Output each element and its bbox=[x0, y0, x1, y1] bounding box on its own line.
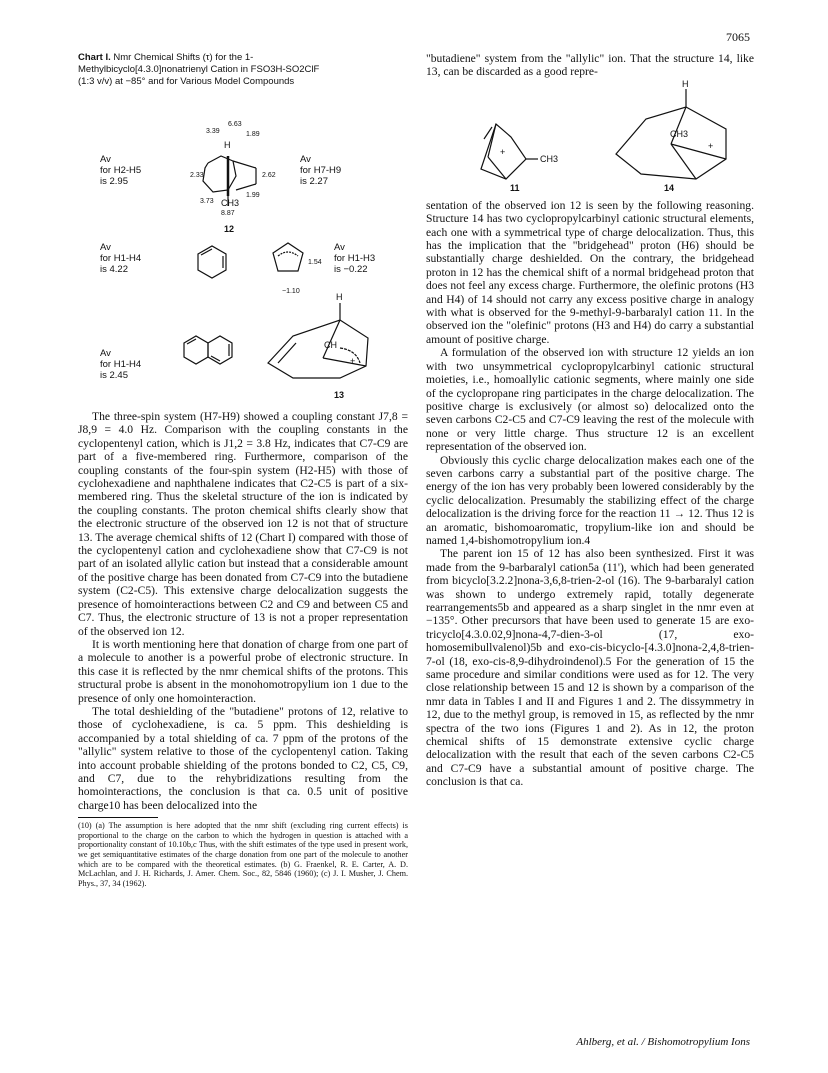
left-column bbox=[78, 52, 408, 888]
paragraph: The total deshielding of the "butadiene" protons of 12, relative to those of cyclohexadiene, is ca. 5 ppm. This deshielding is accompanied by a total shielding of ca. 7 ppm of the protons of the "allylic" system relative to those of the cyclopentenyl cation. Taking into account probable shielding of the protons bonded to C2, C5, C9, and C7, due to the rehybridizations resulting from the homointeractions, the conclusion is that ca. 0.5 unit of positive charge10 has been delocalized into the bbox=[78, 704, 408, 812]
chart-caption bbox=[78, 52, 328, 88]
methyl-label: CH3 bbox=[540, 153, 559, 164]
paragraph: sentation of the observed ion 12 is seen by the following reasoning. Structure 14 has two cyclopropylcarbinyl cationic structural elements, each one with a symmetrical type of charge delocalization. Thus, this has the implication that the "bridgehead" proton (H6) should be substantially charge deshielded. On the contrary, the bridgehead proton in 12 has the chemical shift of a normal bridgehead proton that does not feel any excess charge. Furthermore, the olefinic protons (H3 and H4) of 14 should not carry any excess positive charge in analogy with what is observed for the 9-methyl-9-barbaralyl cation 11. In the observed ion the "olefinic" protons (H3 and H4) do carry a substantial amount of positive charge. bbox=[426, 198, 754, 346]
structures-11-14 bbox=[426, 79, 754, 197]
shift-label: 6.63 bbox=[228, 121, 242, 128]
shift-label: 8.87 bbox=[221, 210, 235, 217]
cyclopentenyl-structure bbox=[273, 243, 303, 271]
paragraph: It is worth mentioning here that donation of charge from one part of a molecule to another is a powerful probe of electronic structure. In this case it is reflected by the nmr chemical shifts of the protons. This structural probe is absent in the monohomotropylium ion 1 due to the presence of only one homointeraction. bbox=[78, 637, 408, 705]
hydrogen-label: H bbox=[336, 292, 343, 302]
paragraph: "butadiene" system from the "allylic" ion. That the structure 14, like 13, can be discarded as a good repre- bbox=[426, 52, 754, 79]
paragraph: Obviously this cyclic charge delocalization makes each one of the seven carbons carry a substantial part of the positive charge. The energy of the ion has very probably been lowered considerably by the cyclic delocalization. Presumably the stabilizing effect of the charge delocalization is the driving force for the reaction 11 → 12. Thus 12 is an aromatic, bishomoaromatic, tropylium-like ion and should be named 1,4-bishomotropylium ion.4 bbox=[426, 453, 754, 547]
chart-figure bbox=[78, 88, 408, 406]
av-note-12-right: Av for H7-H9 is 2.27 bbox=[300, 154, 342, 187]
compound-number-12: 12 bbox=[224, 224, 235, 234]
av-note-cyclopentenyl: Av for H1-H3 is −0.22 bbox=[334, 242, 376, 275]
compound-number-14: 14 bbox=[664, 182, 675, 193]
av-note-naphthalene: Av for H1-H4 is 2.45 bbox=[100, 348, 142, 381]
positive-charge: + bbox=[350, 356, 356, 366]
shift-label: 3.73 bbox=[200, 198, 214, 205]
paragraph: The three-spin system (H7-H9) showed a coupling constant J7,8 = J8,9 = 4.0 Hz. Comparison with the coupling constants in the cyclopentenyl cation, which is J1,2 = 3.8 Hz, indicates that C7-C9 are part of a five-membered ring. Furthermore, comparison of the coupling constants of the four-spin system (H2-H5) with those of cyclohexadiene and naphthalene indicates that C2-C5 is part of a six-membered ring. Thus the skeletal structure of the ion is indicated by the coupling constants. The proton chemical shifts clearly show that the electronic structure of the observed ion 12 is not that of structure 13. The average chemical shifts of 12 (Chart I) compared with those of the cyclopentenyl cation and cyclohexadiene show that C7-C9 is not part of an isolated allylic cation but instead that a considerable amount of the positive charge has been donated from C7-C9 into the butadiene system (C2-C5). This extensive charge delocalization suggests the presence of homointeractions between C2 and C9 and between C5 and C7. Thus, the electronic structure of 13 is not a proper representation of the observed ion 12. bbox=[78, 410, 408, 638]
naphthalene-structure bbox=[184, 336, 232, 364]
av-note-cyclohexadiene: Av for H1-H4 is 4.22 bbox=[100, 242, 142, 275]
structures-11-14-drawing bbox=[426, 79, 754, 197]
left-body-text bbox=[78, 410, 408, 812]
ion-11-structure bbox=[481, 124, 538, 179]
compound-number-13: 13 bbox=[334, 390, 345, 400]
ch-label: CH bbox=[324, 340, 337, 350]
compound-number-11: 11 bbox=[510, 182, 520, 193]
shift-label: 1.99 bbox=[246, 192, 260, 199]
shift-label: 1.89 bbox=[246, 131, 260, 138]
shift-label: 1.54 bbox=[308, 259, 322, 266]
shift-label: 3.39 bbox=[206, 128, 220, 135]
paragraph: A formulation of the observed ion with structure 12 yields an ion with two unsymmetrical cyclopropylcarbinyl cationic structural moieties, i.e., homoallylic cationic segments, where mainly one side of the cyclopropane ring participates in the charge delocalization. The positive charge is exclusively (or almost so) delocalized onto the seven carbons C2-C5 and C7-C9 leaving the rest of the molecule with none or very little charge. Thus structure 12 is an excellent representation of the observed ion. bbox=[426, 346, 754, 454]
chart-caption-text: Nmr Chemical Shifts (τ) for the 1-Methylbicyclo[4.3.0]nonatrienyl Cation in FSO3H-SO2ClF (1:3 v/v) at −85° and for Various Model Compounds bbox=[78, 52, 320, 87]
right-column bbox=[426, 52, 754, 789]
running-footer: Ahlberg, et al. / Bishomotropylium Ions bbox=[576, 1036, 750, 1048]
positive-charge: + bbox=[500, 146, 506, 157]
footnote-rule bbox=[78, 817, 158, 818]
page-number: 7065 bbox=[726, 30, 750, 44]
methyl-label: CH3 bbox=[670, 128, 689, 139]
shift-label: −1.10 bbox=[282, 288, 300, 295]
paragraph: The parent ion 15 of 12 has also been synthesized. First it was made from the 9-barbaralyl cation5a (11'), which had been generated from bicyclo[3.2.2]nona-3,6,8-trien-2-ol (16). The 9-barbaralyl cation was shown to undergo extremely rapid, totally degenerate rearrangements5b and appeared as a sharp singlet in the nmr even at −135°. Other precursors that have been used to generate 15 are exo-tricyclo[4.3.0.02,9]nona-4,7-dien-3-ol (17, exo-homosemibullvalenol)5b and exo-cis-bicyclo-[4.3.0]nona-2,4,8-trien-7-ol (18, exo-cis-8,9-dihydroindenol).5 For the generation of 15 the same procedure and similar conditions were used as for 12. The very close relationship between 15 and 12 is shown by a comparison of the nmr data in Tables I and II and Figures 1 and 2. The dissymmetry in 12, due to the methyl group, is removed in 15, as reflected by the nmr spectra of the two ions (Figures 1 and 2). As in 12, the proton chemical shifts of 15 demonstrate extensive cyclic charge delocalization with the result that each of the seven carbons C2-C5 and C7-C9 have a substantial amount of positive charge. The conclusion is that ca. bbox=[426, 547, 754, 789]
ion-13-structure bbox=[268, 303, 368, 378]
hydrogen-label: H bbox=[224, 140, 231, 150]
right-body-text bbox=[426, 199, 754, 789]
shift-label: 2.33 bbox=[190, 172, 204, 179]
cyclohexadiene-structure bbox=[198, 246, 226, 278]
hydrogen-label: H bbox=[682, 78, 689, 89]
chart-caption-label: Chart I. bbox=[78, 52, 111, 63]
positive-charge: + bbox=[708, 140, 714, 151]
footnote: (10) (a) The assumption is here adopted that the nmr shift (excluding ring current effects) is proportional to the charge on the carbon to which the hydrogen in question is attached with a proportionality constant of 10.10b,c Thus, with the shift estimates of the type used in present work, we get semiquantitative estimates of the charge donation from one part of the molecule to another which are to be compared with the theoretical estimates. (b) G. Fraenkel, R. E. Carter, A. D. McLachlan, and J. H. Richards, J. Amer. Chem. Soc., 82, 5846 (1960); (c) J. I. Musher, J. Chem. Phys., 37, 34 (1962). bbox=[78, 821, 408, 888]
av-note-12-left: Av for H2-H5 is 2.95 bbox=[100, 154, 142, 187]
shift-label: 2.62 bbox=[262, 172, 276, 179]
methyl-label: CH3 bbox=[221, 198, 240, 208]
